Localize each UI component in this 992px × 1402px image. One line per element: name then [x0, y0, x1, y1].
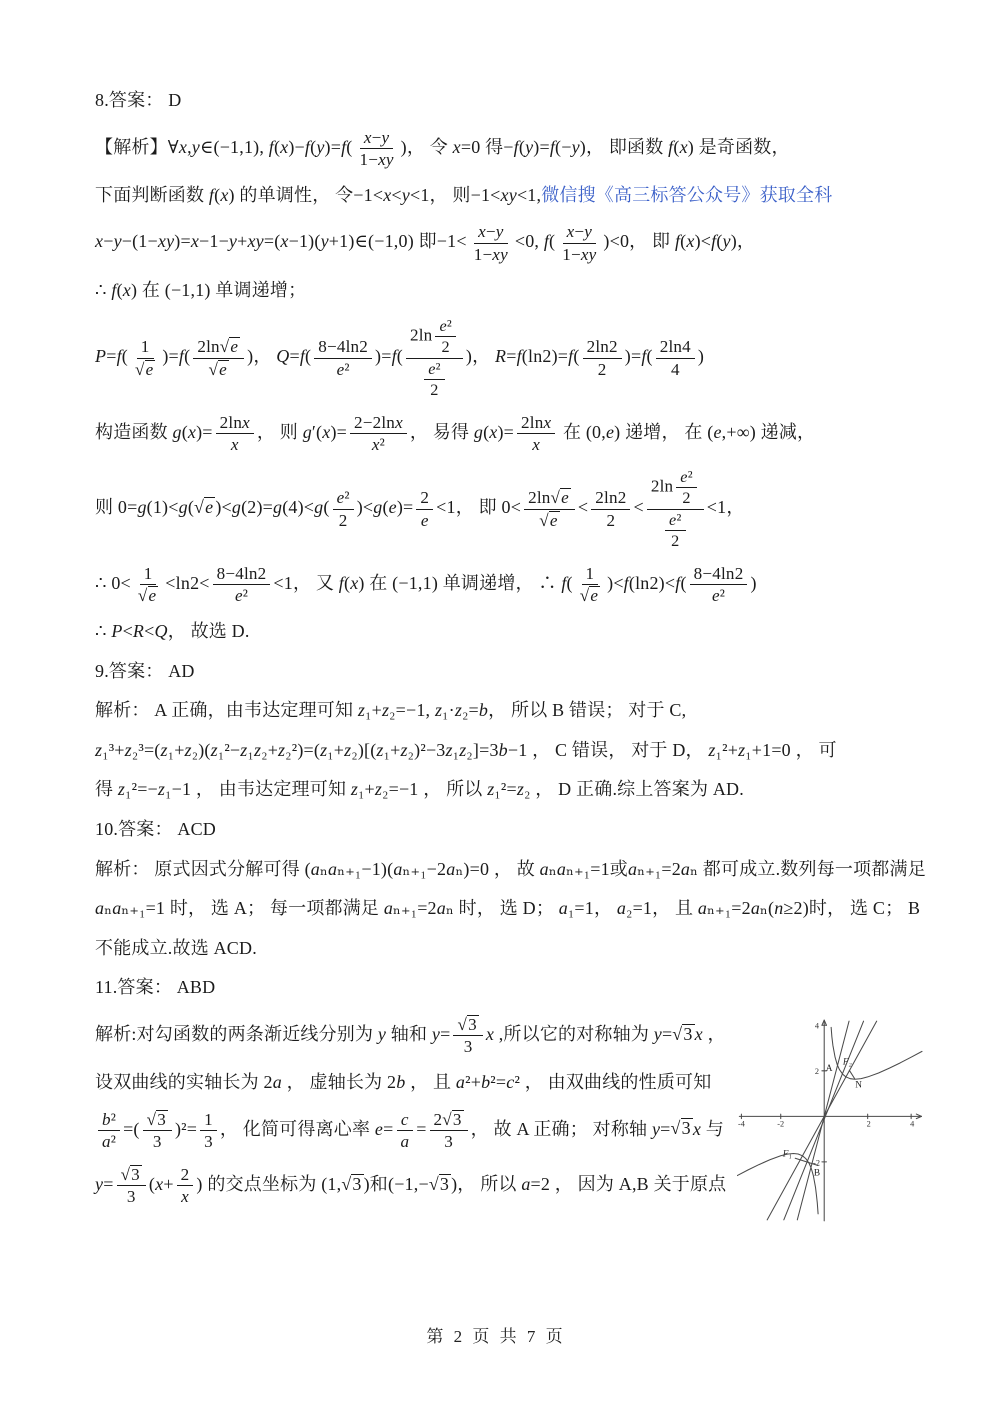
fraction: $\frac{\text{e²}}{2}$: [333, 488, 354, 529]
x-tick-label-4: 4: [910, 1119, 915, 1129]
fraction: $\frac{1}{3}$: [200, 1110, 217, 1151]
q9-line1: 解析： A 正确，由韦达定理可知 z₁+z₂=−1, z₁·z₂=b， 所以 B 错误； 对于 C,: [95, 700, 687, 721]
fraction: $\frac{1}{√e}$: [137, 563, 157, 606]
fraction: $\frac{8-4\ln 2}{\text{e²}}$: [690, 564, 748, 605]
q8-line2: 下面判断函数 f(x) 的单调性， 令−1<x<y<1， 则−1<xy<1,微信搜《高三标答公众号》获取全科: [95, 184, 833, 205]
solution-lines-q8-q10: [95, 88, 940, 1001]
fraction: $\frac{2}{e}$: [416, 488, 433, 529]
sqrt: √3: [146, 1109, 166, 1129]
fraction: 2ln $\frac{\text{e²}}{2}$ $\frac{\text{e²}}{2}$: [406, 317, 463, 399]
q11-line2: 设双曲线的实轴长为 2a ， 虚轴长为 2b ， 且 a²+b²=c² ， 由双曲线的性质可知: [95, 1072, 712, 1093]
q8-line8: ∴ 0< $\frac{1}{√e}$ <ln2< $\frac{8-4\ln 2}{\text{e²}}$ <1， 又 f(x) 在 (−1,1) 单调递增， ∴ f( $\frac{1}{√e}$ )<f(ln2)<f( $\frac{8-4\ln 2}{\text{e²}}$ ): [95, 563, 757, 606]
fraction: $\frac{x-y}{1-xy}$: [562, 222, 597, 264]
q10-answer: 10.答案： ACD: [95, 819, 217, 839]
sqrt: √e: [219, 337, 239, 357]
fraction: $\frac{2\ln√e}{√e}$: [193, 337, 244, 378]
fraction: $\frac{\text{e²}}{2}$: [665, 511, 685, 550]
q8-line4: ∴ f(x) 在 (−1,1) 单调递增；: [95, 279, 307, 300]
fraction: $\frac{√3}{3}$: [453, 1015, 482, 1056]
q10-line3: 不能成立.故选 ACD.: [95, 937, 257, 958]
point-label-A: A: [825, 1063, 833, 1074]
q8-line3: x−y−(1−xy)=x−1−y+xy=(x−1)(y+1)∈(−1,0) 即−1< $\frac{x-y}{1-xy}$ <0, f( $\frac{x-y}{1-xy}$ )<0， 即 f(x)<f(y)，: [95, 222, 756, 264]
fraction: $\frac{\text{b²}}{\text{a²}}$: [98, 1110, 120, 1151]
q10-line2: aₙaₙ₊₁=1 时， 选 A； 每一项都满足 aₙ₊₁=2aₙ 时， 选 D； a₁=1， a₂=1， 且 aₙ₊₁=2aₙ(n≥2)时， 选 C； B: [95, 898, 921, 919]
fraction: $\frac{x-y}{1-xy}$: [473, 222, 508, 264]
fraction: $\frac{2\ln x}{x}$: [216, 413, 254, 454]
fraction: $\frac{√3}{3}$: [117, 1165, 146, 1206]
fraction: 2ln $\frac{\text{e²}}{2}$ $\frac{\text{e²}}{2}$: [647, 468, 704, 550]
wechat-note: 微信搜《高三标答公众号》获取全科: [541, 184, 833, 205]
q11-row: [95, 1015, 940, 1229]
fraction: $\frac{2-2\ln x}{\text{x²}}$: [350, 413, 407, 454]
y-tick-label-neg2: -2: [813, 1158, 821, 1168]
solution-lines-q11: [95, 1015, 735, 1220]
sqrt: √e: [539, 510, 558, 530]
fraction: $\frac{1}{√e}$: [579, 563, 599, 606]
x-tick-label-neg2: -2: [777, 1119, 785, 1129]
q8-line9: ∴ P<R<Q， 故选 D.: [95, 621, 250, 642]
segment-f2-n: [849, 1070, 855, 1079]
sqrt: √3: [672, 1023, 693, 1044]
chord-line-3: [797, 1021, 849, 1220]
fraction: $\frac{c}{a}$: [396, 1110, 413, 1151]
fraction: $\frac{2}{x}$: [177, 1165, 194, 1206]
point-label-F2: F₂: [842, 1057, 852, 1068]
sqrt: √e: [208, 359, 227, 379]
q8-line1: 【解析】∀x,y∈(−1,1), f(x)−f(y)=f( $\frac{x-y}{1-xy}$ )， 令 x=0 得−f(y)=f(−y)， 即函数 f(x) 是奇函数，: [95, 127, 790, 169]
sqrt: √3: [120, 1164, 140, 1184]
fraction: $\frac{2\ln 2}{2}$: [583, 337, 622, 378]
q11-line4: y= $\frac{√3}{3}$ (x+ $\frac{2}{x}$ ) 的交点坐标为 (1,√3 )和(−1,−√3 )， 所以 a=2 ， 因为 A,B 关于原点: [95, 1164, 727, 1206]
hyperbola-graph: [737, 1017, 929, 1224]
solution-content: [95, 88, 940, 1229]
point-label-N: N: [855, 1080, 862, 1091]
fraction: $\frac{2√3}{3}$: [430, 1110, 468, 1151]
q10-line1: 解析： 原式因式分解可得 (aₙaₙ₊₁−1)(aₙ₊₁−2aₙ)=0 ， 故 aₙaₙ₊₁=1或aₙ₊₁=2aₙ 都可成立.数列每一项都满足: [95, 858, 926, 879]
fraction: $\frac{2\ln 2}{2}$: [591, 488, 630, 529]
curve-branch-upper: [831, 1027, 922, 1079]
sqrt: √3: [457, 1014, 477, 1034]
sqrt: √3: [341, 1173, 362, 1194]
point-label-F1: F₁: [782, 1149, 792, 1160]
y-tick-label-4: 4: [814, 1021, 820, 1031]
q9-line3: 得 z₁²=−z₁−1 ， 由韦达定理可知 z₁+z₂=−1 ， 所以 z₁²=z₂ ， D 正确.综上答案为 AD.: [95, 779, 744, 800]
fraction: $\frac{2\ln x}{x}$: [517, 413, 555, 454]
q8-line7: 则 0=g(1)<g(√e )<g(2)=g(4)<g( $\frac{\text{e²}}{2}$ )<g(e)= $\frac{2}{e}$ <1， 即 0< $\frac{2\ln√e}{√e}$ < $\frac{2\ln 2}{2}$ < 2ln $\frac{\text{e²}}{2}$ $\frac{\text{e²}}{2}$ <1，: [95, 468, 745, 550]
x-tick-label-2: 2: [866, 1119, 871, 1129]
sqrt: √e: [579, 586, 599, 606]
page-footer: [0, 1322, 992, 1347]
sqrt: √e: [550, 488, 569, 508]
fraction: $\frac{\text{e²}}{2}$: [435, 317, 455, 356]
q9-line2: z₁³+z₂³=(z₁+z₂)(z₁²−z₁z₂+z₂²)=(z₁+z₂)[(z₁+z₂)²−3z₁z₂]=3b−1 ， C 错误， 对于 D， z₁²+z₁+1=0 ， 可: [95, 739, 837, 760]
x-tick-label-neg4: -4: [737, 1119, 745, 1129]
q11-line1: 解析:对勾函数的两条渐近线分别为 y 轴和 y= $\frac{√3}{3}$ x ,所以它的对称轴为 y=√3 x ，: [95, 1014, 726, 1056]
fraction: $\frac{2\ln 4}{4}$: [656, 337, 695, 378]
sqrt: √e: [137, 586, 157, 606]
sqrt: √e: [134, 359, 154, 379]
q11-answer: 11.答案： ABD: [95, 977, 216, 998]
fraction: $\frac{x-y}{1-xy}$: [359, 127, 394, 169]
sqrt: √3: [442, 1109, 462, 1129]
page-number-text: 第 2 页 共 7 页: [426, 1327, 566, 1346]
q8-answer: 8.答案： D: [95, 90, 182, 110]
sqrt: √e: [194, 497, 214, 518]
sqrt: √3: [428, 1173, 450, 1194]
y-tick-label-2: 2: [814, 1066, 820, 1076]
point-label-B: B: [813, 1168, 821, 1179]
fraction: $\frac{\text{e²}}{2}$: [424, 360, 444, 399]
hyperbola-figure: [737, 1017, 929, 1229]
q8-line5: P=f( $\frac{1}{√e}$ )=f( $\frac{2\ln√e}{√e}$ )， Q=f( $\frac{8-4\ln 2}{\text{e²}}$ )=f( 2ln $\frac{\text{e²}}{2}$ $\frac{\text{e²}}{2}$ )， R=f(ln2)=f( $\frac{2\ln 2}{2}$ )=f( $\frac{2\ln 4}{4}$ ): [95, 317, 705, 399]
sqrt: √3: [670, 1118, 691, 1139]
fraction: $\frac{\text{e²}}{2}$: [676, 468, 696, 507]
q9-answer: 9.答案： AD: [95, 660, 195, 681]
q11-line3: $\frac{\text{b²}}{\text{a²}}$ =( $\frac{√3}{3}$ )²= $\frac{1}{3}$ ， 化简可得离心率 e= $\frac{c}{a}$ = $\frac{2√3}{3}$ ， 故 A 正确； 对称轴 y=√3 x 与: [95, 1110, 735, 1151]
fraction: $\frac{8-4\ln 2}{\text{e²}}$: [314, 337, 372, 378]
fraction: $\frac{√3}{3}$: [143, 1110, 172, 1151]
fraction: $\frac{8-4\ln 2}{\text{e²}}$: [213, 564, 271, 605]
fraction: $\frac{1}{√e}$: [134, 337, 154, 379]
curve-branch-lower: [737, 1153, 821, 1213]
q8-line6: 构造函数 g(x)= $\frac{2\ln x}{x}$ ， 则 g′(x)= $\frac{2-2\ln x}{\text{x²}}$ ， 易得 g(x)= $\frac{2\ln x}{x}$ 在 (0,e) 递增， 在 (e,+∞) 递减，: [95, 412, 816, 455]
fraction: $\frac{2\ln√e}{√e}$: [524, 488, 575, 529]
